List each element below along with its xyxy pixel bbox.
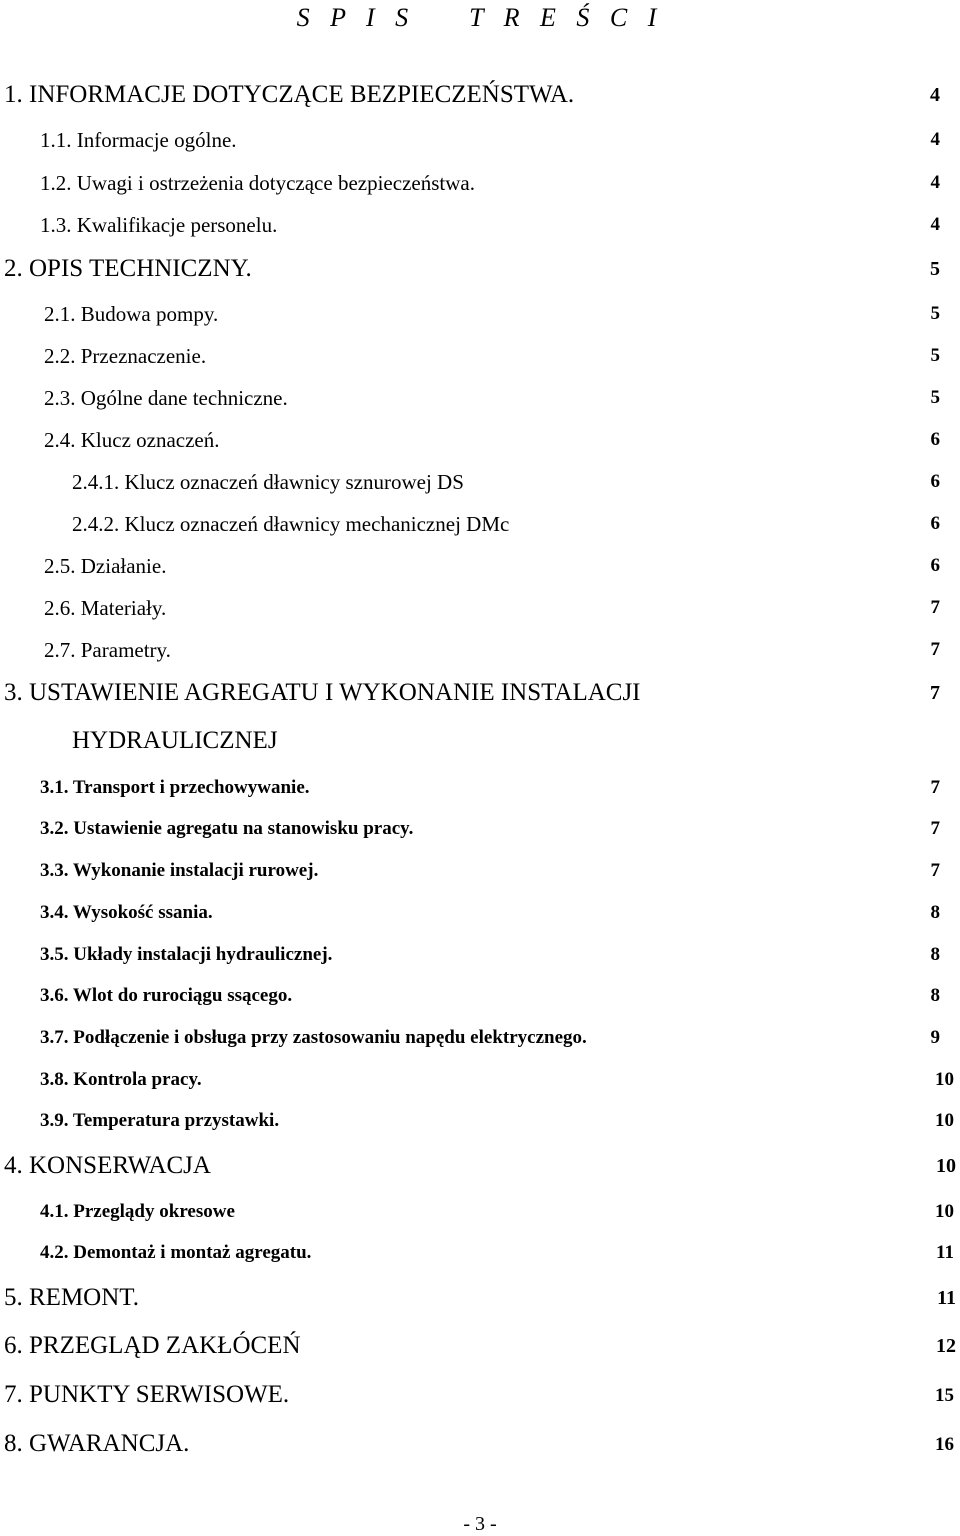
toc-entry-label: 7. PUNKTY SERWISOWE. <box>4 1381 290 1408</box>
toc-entry-label: 2.6. Materiały. <box>44 596 167 620</box>
toc-entry-page: 6 <box>930 429 940 450</box>
toc-entry-label: 5. REMONT. <box>4 1284 139 1311</box>
toc-entry-page: 6 <box>930 555 940 576</box>
toc-entry-page: 5 <box>930 387 940 408</box>
toc-entry-page: 10 <box>935 1069 954 1090</box>
toc-entry-label: 8. GWARANCJA. <box>4 1430 190 1457</box>
toc-entry-page: 11 <box>936 1242 954 1263</box>
toc-entry-label: 2.4. Klucz oznaczeń. <box>44 428 220 452</box>
toc-entry-page: 4 <box>930 172 940 193</box>
toc-entry-page: 12 <box>936 1335 956 1357</box>
toc-entry-label: 2.4.2. Klucz oznaczeń dławnicy mechanicznej DMc <box>72 512 510 536</box>
toc-entry-page: 8 <box>930 944 940 965</box>
toc-entry-label: 3.1. Transport i przechowywanie. <box>40 777 310 798</box>
toc-entry-label: 3.6. Wlot do rurociągu ssącego. <box>40 985 293 1006</box>
toc-entry-label: 1.2. Uwagi i ostrzeżenia dotyczące bezpieczeństwa. <box>40 171 475 195</box>
toc-entry-label: 1.3. Kwalifikacje personelu. <box>40 213 278 237</box>
toc-entry-label: 2.2. Przeznaczenie. <box>44 344 207 368</box>
toc-entry-page: 7 <box>930 682 940 704</box>
toc-entry-page: 6 <box>930 471 940 492</box>
toc-entry-label: 3.5. Układy instalacji hydraulicznej. <box>40 944 333 965</box>
toc-entry-page: 5 <box>930 303 940 324</box>
toc-entry-page: 7 <box>930 639 940 660</box>
toc-entry-page: 4 <box>930 129 940 150</box>
toc-entry-page: 16 <box>935 1434 954 1455</box>
toc-entry-label: 4.1. Przeglądy okresowe <box>40 1201 235 1222</box>
toc-entry-page: 10 <box>935 1110 954 1131</box>
toc-entry-page: 15 <box>935 1385 954 1406</box>
toc-entry-label: 4.2. Demontaż i montaż agregatu. <box>40 1242 312 1263</box>
toc-entry-page: 5 <box>930 258 940 280</box>
toc-entry-page: 4 <box>930 84 940 106</box>
toc-entry-page: 8 <box>930 902 940 923</box>
toc-entry-label: 2.4.1. Klucz oznaczeń dławnicy sznurowej DS <box>72 470 464 494</box>
toc-entry-page: 6 <box>930 513 940 534</box>
toc-entry-label: 3.8. Kontrola pracy. <box>40 1069 202 1090</box>
toc-entry-label: 3.3. Wykonanie instalacji rurowej. <box>40 860 319 881</box>
toc-entry-label: 2.1. Budowa pompy. <box>44 302 219 326</box>
toc-entry-page: 7 <box>930 818 940 839</box>
toc-entry-page: 9 <box>930 1027 940 1048</box>
toc-entry-page: 10 <box>935 1201 954 1222</box>
toc-entry-page: 7 <box>930 597 940 618</box>
toc-entry-label: 3.4. Wysokość ssania. <box>40 902 213 923</box>
toc-entry-label: 3.7. Podłączenie i obsługa przy zastosowaniu napędu elektrycznego. <box>40 1027 587 1048</box>
toc-entry-page: 7 <box>930 860 940 881</box>
page-title: S P I S T R E Ś C I <box>296 3 664 32</box>
toc-entry-page: 10 <box>936 1155 956 1177</box>
toc-entry-label: 2.3. Ogólne dane techniczne. <box>44 386 288 410</box>
toc-entry-label: 3.9. Temperatura przystawki. <box>40 1110 280 1131</box>
toc-entry-page: 8 <box>930 985 940 1006</box>
toc-entry-label: HYDRAULICZNEJ <box>72 727 278 754</box>
toc-entry-label: 2. OPIS TECHNICZNY. <box>4 255 252 282</box>
toc-entry-label: 2.5. Działanie. <box>44 554 167 578</box>
toc-entry-label: 1. INFORMACJE DOTYCZĄCE BEZPIECZEŃSTWA. <box>4 81 575 108</box>
toc-entry-page: 7 <box>930 777 940 798</box>
toc-entry-label: 3. USTAWIENIE AGREGATU I WYKONANIE INSTALACJI <box>4 679 641 706</box>
toc-entry-label: 4. KONSERWACJA <box>4 1152 211 1179</box>
toc-entry-page: 4 <box>930 214 940 235</box>
toc-entry-page: 11 <box>937 1287 956 1309</box>
toc-entry-label: 1.1. Informacje ogólne. <box>40 128 237 152</box>
toc-entry-page: 5 <box>930 345 940 366</box>
toc-entry-label: 3.2. Ustawienie agregatu na stanowisku pracy. <box>40 818 414 839</box>
page-number-footer: - 3 - <box>463 1513 497 1535</box>
toc-entry-label: 2.7. Parametry. <box>44 638 171 662</box>
toc-entry-label: 6. PRZEGLĄD ZAKŁÓCEŃ <box>4 1332 301 1359</box>
